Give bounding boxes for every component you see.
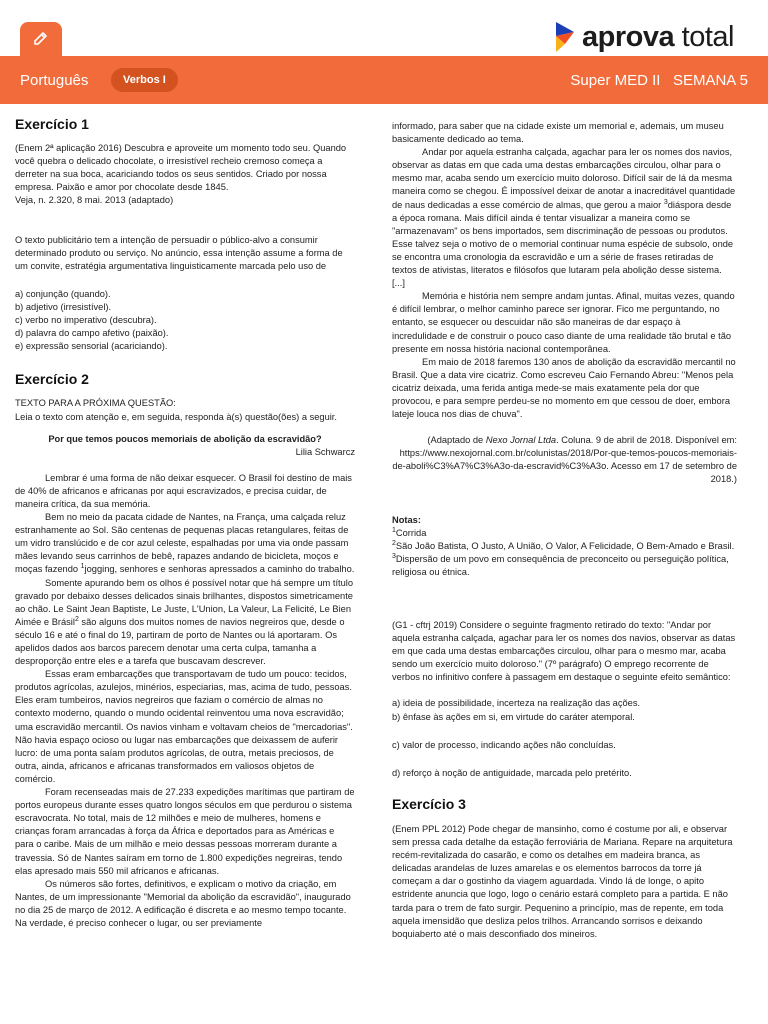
course-label: Super MED II [570,72,661,89]
option-c: c) valor de processo, indicando ações não concluídas. [392,739,616,750]
subject-label: Português [20,72,89,89]
option-d: d) palavra do campo afetivo (paixão). [15,328,169,339]
exercise-3-title: Exercício 3 [392,795,466,812]
option-b: b) adjetivo (irresistível). [15,301,112,312]
right-column [392,104,737,941]
text-intro: TEXTO PARA A PRÓXIMA QUESTÃO: [15,398,176,409]
paragraph-7: Andar por aquela estranha calçada, agachar para ler os nomes dos navios, observar as datas em que cada uma destas embarcações circulou, olhar para o mesmo mar, acaba sendo um exercício muito doloroso. Difícil sair de lá da mesma maneira como se chegou. É impossível deixar de anotar a inacreditável quantidade de naus dedicadas a esse comércio de almas, que gerou a maior $^3$diáspora desde a época romana. Mais difícil ainda é tentar visualizar a maneira como se "armazenavam" os bens importados, sem discriminação de pessoas ou produtos. Esse talvez seja o motivo de o memorial continuar numa espécie de subsolo, onde se encontra uma cronologia da escravidão e um a série de frases retiradas de textos de ativistas, literatos e filósofos que lutaram pela abolição desse sistema. [...] [392,147,736,289]
text-title: Por que temos poucos memoriais de abolição da escravidão? [48,433,322,444]
option-a: a) conjunção (quando). [15,288,111,299]
logo-mark-icon [554,20,576,54]
course-week [570,72,748,89]
aprova-total-logo [554,20,734,54]
paragraph-9: Em maio de 2018 faremos 130 anos de abolição da escravidão mercantil no Brasil. Que a data vire cicatriz. Como escreveu Caio Fernando Abreu: "Menos pela cicatriz deixada, uma ferida antiga mede-se mais exatamente pela dor que provocou, e para sempre perdeu-se no momento em que cessou de doer, embora lateje louca nos dias de chuva". [392,356,736,420]
paragraph-4: Essas eram embarcações que transportavam de tudo um pouco: tecidos, produtos agrícolas, azulejos, minérios, especiarias, mas, acima de tudo, pessoas. Eles eram tumbeiros, navios negreiros que faziam o comércio de almas no contexto moderno, quando o mundo ocidental reinventou uma nova escravidão; uma escravidão mercantil. Os navios vinham e voltavam cheios de "mercadorias". Não havia espaço ocioso ou lugar nas embarcações que deixassem de auferir lucro: de uma ponta saíam produtos agrícolas, de outra, metais preciosos, de outra, ainda, africanos e africanas transformados em valiosos objetos de comércio. [15,669,353,784]
exercise-2-title: Exercício 2 [15,371,89,388]
paragraph-6: Os números são fortes, definitivos, e explicam o motivo da criação, em Nantes, de um impressionante "Memorial da abolição da escravidão", inaugurado no dia 25 de março de 2012. A edificação é discreta e ao mesmo tempo tocante. Na verdade, é preciso conhecer o lugar, ou ser previamente [15,878,351,928]
option-b: b) ênfase às ações em si, em virtude do caráter atemporal. [392,711,635,722]
notes-title: Notas: [392,514,421,525]
note-2: $^2$São João Batista, O Justo, A União, O Valor, A Felicidade, O Bem-Amado e Brasil. [392,539,735,551]
text-author: Lilia Schwarcz [295,446,355,457]
pencil-icon [20,22,62,56]
exercise-2-question: (G1 - cftrj 2019) Considere o seguinte fragmento retirado do texto: "Andar por aquela estranha calçada, agachar para ler os nomes dos navios, observar as datas em que cada uma destas embarcações circulou, olhar para o mesmo mar, acaba sendo um exercício muito doloroso." (7º parágrafo) O emprego recorrente de verbos no infinitivo confere à passagem em destaque o seguinte efeito semântico: [392,620,736,683]
paragraph-1: Lembrar é uma forma de não deixar esquecer. O Brasil foi destino de mais de 40% de africanos e africanas por aqui escravizados, e precisa cuidar, de maneira crítica, da sua memória. [15,472,352,509]
option-a: a) ideia de possibilidade, incerteza na realização das ações. [392,698,641,709]
week-label: SEMANA 5 [672,72,748,89]
paragraph-3: Somente apurando bem os olhos é possível notar que há sempre um título gravado por debaixo desses delicados sinais brilhantes, dispostos simetricamente ao chão. Le Saint Jean Baptiste, Le Juste, L'Union, La Valeur, La Felicité, Le Bien Aimée e Brásil$^2$ são alguns dos muitos nomes de navios negreiros que, desde o século 16 e até o final do 19, partiram de porto de Nantes ou lá aportaram. Os apelidos dados aos barcos parecem denotar uma certa culpa, tamanha a desproporção entre eles e a tarefa que buscavam descrever. [15,577,354,667]
paragraph-2: Bem no meio da pacata cidade de Nantes, na França, uma calçada reluz estranhamente ao Sol. São centenas de pequenas placas retangulares, feitas de um vidro translúcido e de cor azul celeste, espalhadas por uma via onde passam mães levando seus carrinhos de bebê, rapazes andando de bicicleta, moços e moças fazendo $^1$jogging, senhores e senhoras apressados a caminho do trabalho. [15,512,355,575]
option-e: e) expressão sensorial (acariciando). [15,341,168,352]
exercise-1-title: Exercício 1 [15,116,89,132]
exercise-3-text: (Enem PPL 2012) Pode chegar de mansinho, como é costume por ali, e observar sem pressa cada detalhe da estação ferroviária de Mariana. Repare na arquitetura recém-revitalizada do casarão, e como os detalhes em madeira branca, as delicadas arandelas de luzes amarelas e os elementos barrocos da torre já começam a dar o gostinho da viagem aguardada. Vindo lá de longe, o apito estridente anuncia que logo, logo o cenário estará completo para a partida. E não tarda para o trem de fato surgir. Pequenino a princípio, mas de repente, em toda aquela imensidão que desliza pelos trilhos. Arrancando sorrisos e deixando boquiaberto até o mais desconfiado dos mineiros. [392,823,733,939]
left-column [15,104,355,930]
text-instruction: Leia o texto com atenção e, em seguida, responda à(s) questão(ões) a seguir. [15,411,337,422]
paragraph-6-continued: informado, para saber que na cidade existe um memorial e, ademais, um museu basicamente dedicado ao tema. [392,121,724,145]
option-c: c) verbo no imperativo (descubra). [15,315,157,326]
note-1: $^1$Corrida [392,526,427,538]
text-reference: (Adaptado de Nexo Jornal Ltda. Coluna. 9 de abril de 2018. Disponível em: https://www.nexojornal.com.br/colunistas/2018/Por-que-temos-poucos-memoriais-de-aboli%C3%A7%C3%A3o-da-escravid%C3%A3o. Acesso em 17 de setembro de 2018.) [392,435,737,485]
topic-pill: Verbos I [111,68,178,92]
paragraph-5: Foram recenseadas mais de 27.233 expedições marítimas que partiram de portos europeus durante esses quatro longos séculos em que perdurou o sistema escravocrata. No total, mais de 12 milhões e meio de mulheres, homens e crianças foram arrancadas à força da África e deportados para as Américas e para o caribe. Mais de um milhão e meio dessas pessoas morreram durante a travessia. Só de Nantes saíram em torno de 1.800 expedições negreiras, tendo elas apresado mais 550 mil africanos e africanas. [15,787,355,876]
exercise-1-source: (Enem 2ª aplicação 2016) Descubra e aproveite um momento todo seu. Quando você quebra o delicado chocolate, o irresistível recheio cremoso começa a derreter na sua boca, acariciando todos os seus sentidos. Criado por nossa empresa. Paixão e amor por chocolate desde 1845. [15,143,347,193]
option-d: d) reforço à noção de antiguidade, marcada pelo pretérito. [392,767,632,778]
exercise-1-question: O texto publicitário tem a intenção de persuadir o público-alvo a consumir determinado produto ou serviço. No anúncio, essa intenção assume a forma de um convite, estratégia argumentativa linguisticamente marcada pelo uso de [15,234,343,271]
note-3: $^3$Dispersão de um povo em consequência de preconceito ou perseguição política, religiosa ou étnica. [392,552,729,577]
paragraph-8: Memória e história nem sempre andam juntas. Afinal, muitas vezes, quando é difícil lembrar, o melhor caminho parece ser ignorar. Fico me perguntando, no entanto, se esquecer ou descuidar não são maneiras de dar espaço à incredulidade e de construir o pouco caso diante de uma realidade tão brutal e tão presente em nossa história nacional contemporânea. [392,291,735,354]
brand-name: aprova total [582,20,734,53]
exercise-1-citation: Veja, n. 2.320, 8 mai. 2013 (adaptado) [15,195,174,206]
header-band [0,56,768,104]
top-bar [0,0,768,56]
